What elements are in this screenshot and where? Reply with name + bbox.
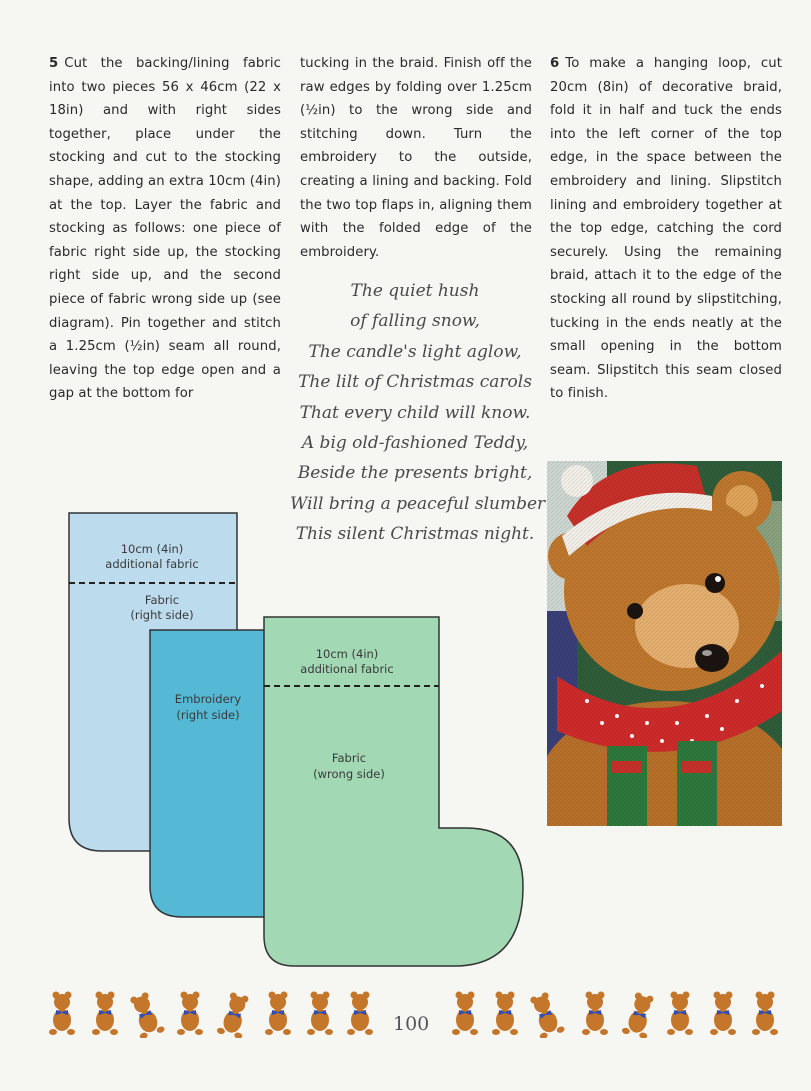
teddy-bear-icon <box>667 992 693 1036</box>
step-text: Cut the backing/lining fabric into two pieces 56 x 46cm (22 x 18in) and with right sides together, place under the stocking and cut to the stocking shape, adding an extra 10cm (4in) at the top. Layer the fabric and stocking as follows: one piece of fabric right side up, the stocking right side up, and the second piece of fabric wrong side up (see diagram). Pin together and stitch a 1.25cm (½in) seam all round, leaving the top edge open and a gap at the bottom for <box>49 56 281 402</box>
poem-line: Beside the presents bright, <box>297 463 533 484</box>
back-extra-label-2: additional fabric <box>105 557 199 571</box>
teddy-bear-illustration <box>547 461 782 826</box>
teddy-bear-icon <box>752 992 778 1036</box>
back-fabric-label-1: Fabric <box>144 593 180 607</box>
instruction-column-1 <box>49 52 281 406</box>
front-extra-label-1: 10cm (4in) <box>315 647 379 661</box>
teddy-bear-icon <box>92 992 118 1036</box>
poem-line: That every child will know. <box>299 402 531 423</box>
teddy-bear-icon <box>49 992 75 1036</box>
step-text: tucking in the braid. Finish off the raw edges by folding over 1.25cm (½in) to the wrong side and stitching down. Turn the embroidery to the outside, creating a lining and backing. Fold the two top flaps in, aligning them with the folded edge of the embroidery. <box>300 56 532 260</box>
embroidery-layer <box>150 630 267 917</box>
instruction-column-3 <box>550 52 782 406</box>
teddy-bear-icon <box>621 991 657 1038</box>
instruction-column-2 <box>300 52 532 264</box>
teddy-bear-icon <box>347 992 373 1036</box>
poem-line: The candle's light aglow, <box>308 341 522 362</box>
teddy-bear-icon <box>526 990 565 1038</box>
step-number: 5 <box>49 56 59 71</box>
teddy-bear-icon <box>710 992 736 1036</box>
front-fabric-layer <box>264 617 523 966</box>
stocking-layer-diagram <box>62 506 532 971</box>
teddy-bear-icon <box>177 992 203 1036</box>
poem-line: The lilt of Christmas carols <box>298 372 532 393</box>
teddy-bear-icon <box>492 992 518 1036</box>
teddy-bear-icon <box>452 992 478 1036</box>
poem-line: A big old-fashioned Teddy, <box>301 433 529 454</box>
teddy-bear-icon <box>126 990 165 1038</box>
step-text: To make a hanging loop, cut 20cm (8in) of decorative braid, fold it in half and tuck the ends into the left corner of the top edge, in the space between the embroidery and lining. Slipstitch lining and embroidery together at the top edge, catching the cord securely. Using the remaining braid, attach it to the edge of the stocking all round by slipstitching, tucking in the ends neatly at the small opening in the bottom seam. Slipstitch this seam closed to finish. <box>550 56 782 402</box>
front-fabric-label-2: (wrong side) <box>313 767 385 781</box>
embroidery-label-2: (right side) <box>176 708 240 722</box>
back-fabric-label-2: (right side) <box>130 608 194 622</box>
embroidery-shape <box>150 630 267 917</box>
teddy-bear-icon <box>265 992 291 1036</box>
step-number: 6 <box>550 56 560 71</box>
poem-line: The quiet hush <box>350 281 480 301</box>
front-extra-label-2: additional fabric <box>300 662 394 676</box>
teddy-bear-icon <box>307 992 333 1036</box>
poem-line: Will bring a peaceful slumber <box>290 493 546 514</box>
back-extra-label-1: 10cm (4in) <box>120 542 184 556</box>
teddy-bear-icon <box>216 991 252 1038</box>
poem-line: of falling snow, <box>350 311 480 332</box>
embroidery-label-1: Embroidery <box>174 692 242 706</box>
front-fabric-label-1: Fabric <box>331 751 367 765</box>
poem-line: This silent Christmas night. <box>295 524 535 545</box>
teddy-bear-icon <box>582 992 608 1036</box>
page-number: 100 <box>393 1013 430 1035</box>
teddy-bear-photo <box>547 461 782 826</box>
